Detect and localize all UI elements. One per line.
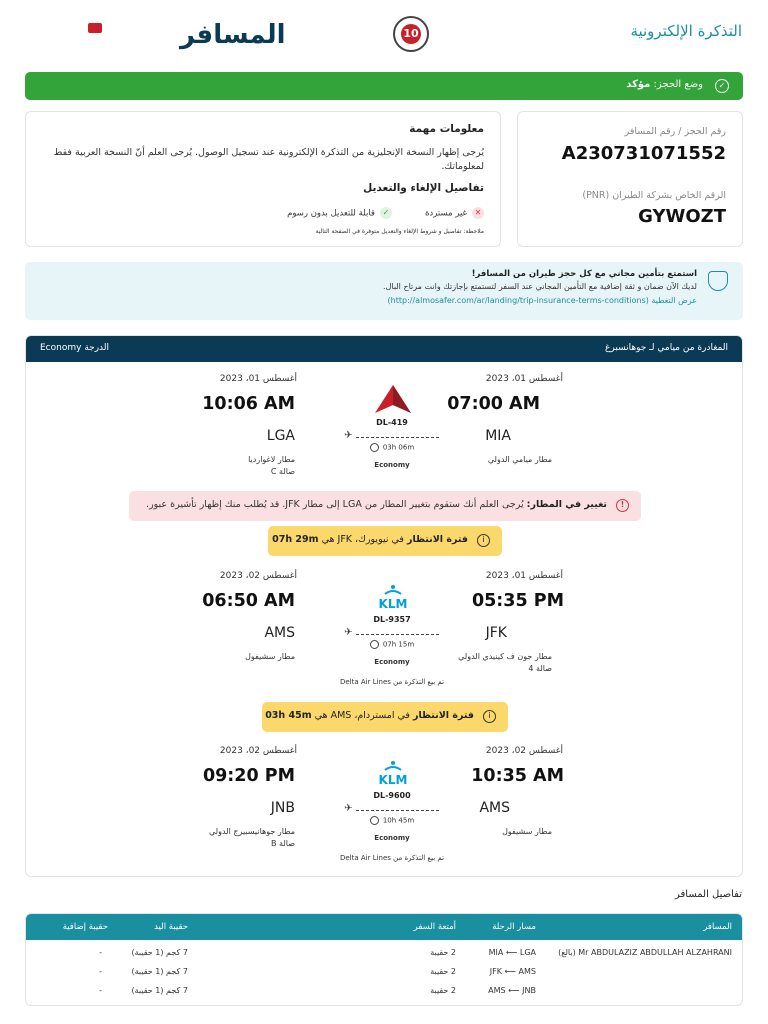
arr-terminal: صالة C — [270, 467, 295, 476]
delta-logo-icon — [373, 383, 413, 415]
booking-reference-card — [517, 111, 743, 247]
col-baggage: أمتعة السفر — [413, 922, 456, 932]
flight-number: DL-9357 — [373, 615, 411, 624]
arr-code: LGA — [266, 428, 295, 444]
cabin-class-title: الدرجة Economy — [40, 343, 110, 353]
arr-airport: مطار جوهانيسبيرج الدولي — [209, 827, 295, 836]
operated-by: تم بيع التذكرة من Delta Air Lines — [339, 678, 445, 686]
dep-date: أغسطس 01، 2023 — [485, 374, 563, 384]
route-line — [344, 627, 439, 640]
cabin-class: Economy — [374, 834, 410, 842]
shield-icon — [708, 271, 728, 291]
flight-details-card — [25, 335, 743, 877]
status-value: مؤكد — [626, 79, 651, 90]
info-icon: i — [477, 534, 490, 547]
arr-date: أغسطس 01، 2023 — [219, 374, 297, 384]
route-line — [344, 430, 439, 443]
table-row: JFK ⟵ AMS 2 حقيبة 7 كجم (1 حقيبة) - — [99, 967, 536, 976]
layover-banner-1: i فترة الانتظار في نيويورك، JFK هي 07h 29m — [268, 526, 502, 556]
badge-number: 10 — [401, 24, 421, 44]
dep-code: JFK — [485, 625, 507, 641]
table-row: AMS ⟵ JNB 2 حقيبة 7 كجم (1 حقيبة) - — [99, 986, 536, 995]
check-circle-icon: ✓ — [715, 79, 729, 93]
plane-icon: ✈ — [344, 803, 353, 814]
cancel-note: ملاحظة: تفاصيل و شروط الإلغاء والتعديل متوفرة في الصفحة التالية — [315, 228, 484, 235]
plane-icon: ✈ — [344, 430, 353, 441]
insurance-title: استمتع بتأمين مجاني مع كل حجز طيران من المسافر! — [471, 269, 697, 279]
arr-time: 10:06 AM — [202, 394, 295, 414]
non-refundable-flag: ✕غير مستردة — [425, 207, 484, 219]
table-row: Mr ABDULAZIZ ABDULLAH ALZAHRANI (بالغ) MIA ⟵ LGA 2 حقيبة 7 كجم (1 حقيبة) - — [99, 948, 732, 957]
insurance-banner — [25, 262, 743, 320]
col-route: مسار الرحلة — [492, 922, 536, 932]
check-icon: ✓ — [380, 207, 392, 219]
route-title: المغادرة من ميامي لـ جوهانسبرغ — [605, 343, 728, 353]
dep-airport: مطار سشيفول — [502, 827, 552, 836]
dep-date: أغسطس 02، 2023 — [485, 746, 563, 756]
dep-time: 07:00 AM — [447, 394, 540, 414]
arr-airport: مطار لاغوارديا — [248, 455, 295, 464]
airport-change-warning: ! تغيير في المطار: يُرجى العلم أنك ستقوم بتغيير المطار من LGA إلى مطار JFK. قد يُطلب منك إظهار تأشيرة عبور. — [129, 491, 641, 521]
klm-logo-text: KLM — [378, 773, 408, 787]
arr-code: AMS — [264, 625, 295, 641]
pnr-label: الرقم الخاص بشركة الطيران (PNR) — [582, 190, 726, 201]
booking-status-bar — [25, 72, 743, 100]
insurance-link[interactable]: عرض التغطية (http://almosafer.com/ar/landing/trip-insurance-terms-conditions) — [387, 296, 697, 305]
operated-by: تم بيع التذكرة من Delta Air Lines — [339, 854, 445, 862]
logo-text: المسافر — [180, 20, 286, 50]
important-info-text: يُرجى إظهار النسخة الإنجليزية من التذكرة الإلكترونية عند تسجيل الوصول. يُرجى العلم أنّ النسخة العربية فقط لمعلوماتك. — [53, 147, 484, 172]
layover-banner-2: i فترة الانتظار في امستردام، AMS هي 03h 45m — [262, 702, 508, 732]
clock-icon — [370, 443, 379, 452]
page-title: التذكرة الإلكترونية — [630, 22, 742, 40]
klm-logo-text: KLM — [378, 597, 408, 611]
route-line — [344, 803, 439, 816]
changeable-flag: ✓قابلة للتعديل بدون رسوم — [287, 207, 392, 219]
important-info-title: معلومات مهمة — [409, 123, 484, 135]
arr-date: أغسطس 02، 2023 — [219, 746, 297, 756]
clock-icon — [370, 816, 379, 825]
cancel-details-title: تفاصيل الإلغاء والتعديل — [363, 182, 484, 194]
klm-logo-icon — [370, 760, 416, 786]
arr-code: JNB — [270, 800, 295, 816]
col-extra-baggage: حقيبة إضافية — [62, 922, 108, 932]
passenger-table-header — [26, 914, 742, 940]
passenger-details-title: تفاصيل المسافر — [674, 889, 742, 900]
flight-header — [26, 336, 742, 362]
duration: 07h 15m — [362, 640, 422, 649]
booking-ref-label: رقم الحجز / رقم المسافر — [624, 126, 726, 137]
dep-code: AMS — [479, 800, 510, 816]
duration: 10h 45m — [362, 816, 422, 825]
arr-time: 09:20 PM — [202, 766, 295, 786]
arr-terminal: صالة B — [271, 839, 295, 848]
col-passenger: المسافر — [703, 922, 732, 932]
alert-icon: ! — [616, 499, 629, 512]
clock-icon — [370, 640, 379, 649]
dep-terminal: صالة 4 — [528, 664, 552, 673]
dep-airport: مطار جون ف كينيدي الدولي — [458, 652, 552, 661]
col-hand-baggage: حقيبة اليد — [154, 922, 188, 932]
cabin-class: Economy — [374, 658, 410, 666]
insurance-text: لديك الآن ضمان و ثقة إضافية مع التأمين المجاني عند السفر لتستمتع بإجازتك وانت مرتاح البال. — [383, 282, 697, 291]
arr-date: أغسطس 02، 2023 — [219, 571, 297, 581]
flight-number: DL-9600 — [373, 791, 411, 800]
flight-number: DL-419 — [376, 418, 408, 427]
almosafer-logo — [24, 17, 286, 51]
anniversary-badge-icon — [393, 16, 429, 52]
dep-airport: مطار ميامي الدولي — [487, 455, 552, 464]
dep-date: أغسطس 01، 2023 — [485, 571, 563, 581]
pnr-value: GYWOZT — [638, 206, 726, 227]
klm-logo-icon — [370, 584, 416, 610]
plane-icon: ✈ — [344, 627, 353, 638]
passenger-table — [25, 913, 743, 1006]
dep-code: MIA — [485, 428, 511, 444]
arr-time: 06:50 AM — [202, 591, 295, 611]
cross-icon: ✕ — [472, 207, 484, 219]
cabin-class: Economy — [374, 461, 410, 469]
duration: 03h 06m — [362, 443, 422, 452]
dep-time: 05:35 PM — [471, 591, 564, 611]
logo-suitcase-icon — [88, 23, 102, 33]
booking-ref-value: A230731071552 — [561, 143, 726, 164]
dep-time: 10:35 AM — [471, 766, 564, 786]
important-info-card — [25, 111, 501, 247]
info-icon: i — [483, 710, 496, 723]
status-label: وضع الحجز: — [653, 79, 703, 90]
arr-airport: مطار سشيفول — [245, 652, 295, 661]
